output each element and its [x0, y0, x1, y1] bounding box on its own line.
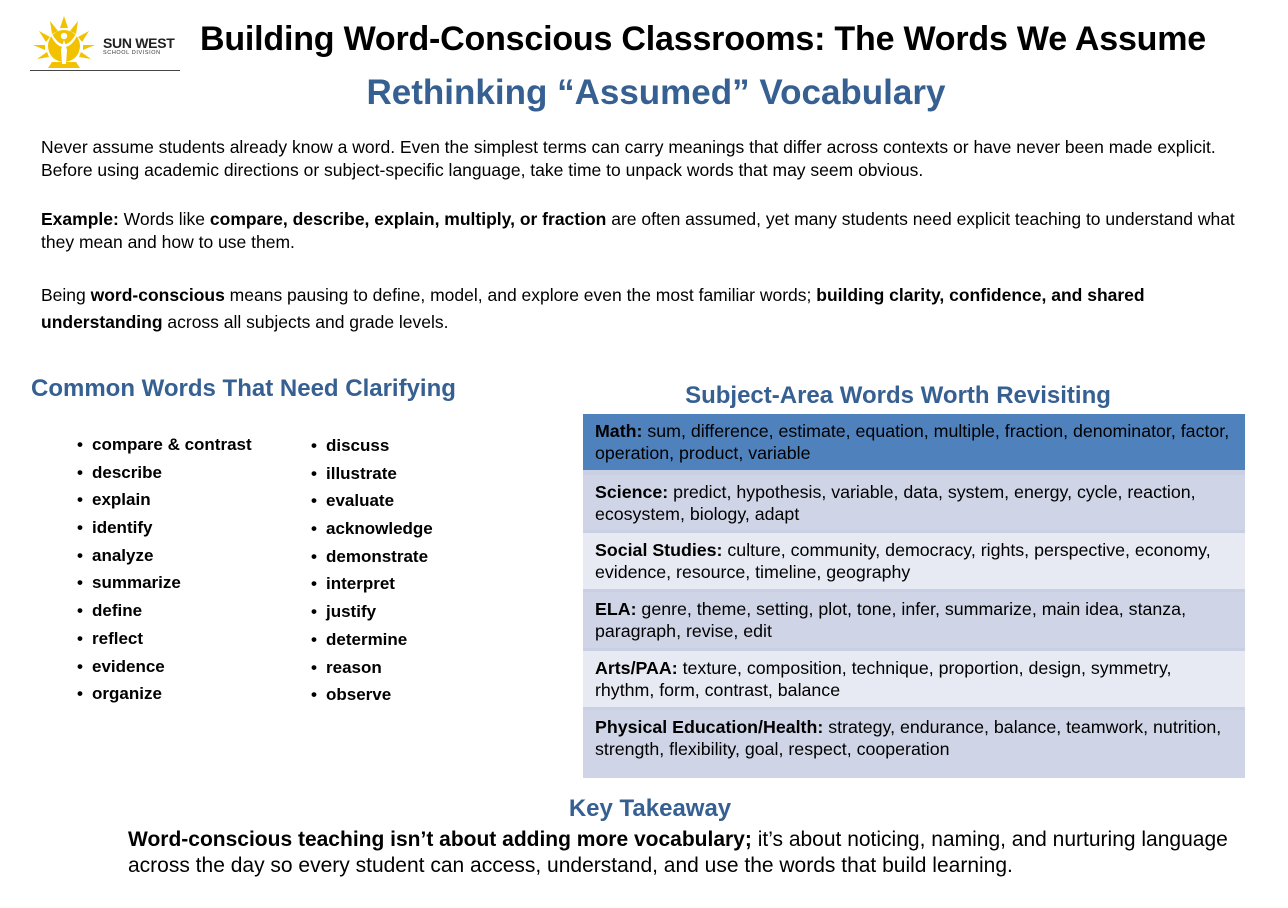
list-item: • acknowledge — [311, 519, 433, 547]
list-item: • demonstrate — [311, 547, 433, 575]
p3-text-c: across all subjects and grade levels. — [162, 312, 449, 332]
subject-words: texture, composition, technique, proportion, design, symmetry, rhythm, form, contrast, balance — [595, 658, 1172, 700]
takeaway-bold: Word-conscious teaching isn’t about adding more vocabulary; — [128, 828, 752, 851]
p3-bold-1: word-conscious — [90, 285, 225, 305]
key-takeaway-heading: Key Takeaway — [568, 795, 732, 822]
example-words: compare, describe, explain, multiply, or fraction — [209, 209, 607, 229]
list-item: • evaluate — [311, 491, 433, 519]
page-title: Building Word-Conscious Classrooms: The Words We Assume — [200, 20, 1206, 58]
common-words-heading: Common Words That Need Clarifying — [31, 375, 456, 402]
sun-west-logo — [30, 14, 180, 74]
common-words-list-1 — [77, 435, 252, 712]
subject-label: Physical Education/Health: — [595, 717, 824, 737]
list-item: • define — [77, 601, 252, 629]
logo-name: SUN WEST — [103, 35, 175, 51]
subject-words: predict, hypothesis, variable, data, system, energy, cycle, reaction, ecosystem, biology, adapt — [595, 482, 1196, 524]
list-item: • discuss — [311, 436, 433, 464]
sun-icon — [30, 14, 102, 72]
example-label: Example: — [41, 209, 119, 229]
table-row — [583, 475, 1245, 530]
subject-words-heading: Subject-Area Words Worth Revisiting — [685, 382, 1111, 409]
list-item: • illustrate — [311, 464, 433, 492]
list-item: • interpret — [311, 574, 433, 602]
table-row — [583, 710, 1245, 778]
list-item: • reason — [311, 658, 433, 686]
table-row — [583, 414, 1245, 470]
subject-label: Social Studies: — [595, 540, 723, 560]
example-text-a: Words like — [118, 209, 210, 229]
p3-text-a: Being — [41, 285, 91, 305]
subject-words-table — [583, 414, 1245, 778]
intro-paragraph-1: Never assume students already know a word. Even the simplest terms can carry meanings that differ across contexts or have never been made explicit. Before using academic directions or subject-specific language, take time to unpack words that may seem obvious. — [41, 137, 1216, 180]
list-item: • reflect — [77, 629, 252, 657]
subject-label: Science: — [595, 482, 669, 502]
intro-paragraph-2 — [41, 208, 1251, 254]
list-item: • observe — [311, 685, 433, 713]
table-row — [583, 533, 1245, 589]
list-item: • compare & contrast — [77, 435, 252, 463]
logo-subtitle: SCHOOL DIVISION — [103, 50, 161, 56]
subject-words: culture, community, democracy, rights, perspective, economy, evidence, resource, timeline, geography — [595, 540, 1211, 582]
intro-paragraph-3 — [41, 282, 1251, 336]
list-item: • identify — [77, 518, 252, 546]
subject-label: Math: — [595, 421, 643, 441]
list-item: • explain — [77, 490, 252, 518]
list-item: • describe — [77, 463, 252, 491]
list-item: • justify — [311, 602, 433, 630]
takeaway-rest: it’s about noticing, naming, and nurturing language across the day so every student can access, understand, and use the words that build learning. — [128, 828, 1228, 877]
key-takeaway-text — [128, 827, 1248, 879]
list-item: • analyze — [77, 546, 252, 574]
list-item: • organize — [77, 684, 252, 712]
example-text-b: are often assumed, yet many students need explicit teaching to understand what they mean and how to use them. — [41, 209, 1235, 252]
page-subtitle: Rethinking “Assumed” Vocabulary — [366, 73, 946, 112]
list-item: • evidence — [77, 657, 252, 685]
subject-words: sum, difference, estimate, equation, multiple, fraction, denominator, factor, operation, product, variable — [595, 421, 1230, 463]
subject-words: genre, theme, setting, plot, tone, infer, summarize, main idea, stanza, paragraph, revise, edit — [595, 599, 1187, 641]
subject-words: strategy, endurance, balance, teamwork, nutrition, strength, flexibility, goal, respect, cooperation — [595, 717, 1222, 759]
list-item: • summarize — [77, 573, 252, 601]
table-row — [583, 651, 1245, 707]
common-words-list-2 — [311, 436, 433, 713]
list-item: • determine — [311, 630, 433, 658]
logo-divider — [30, 70, 180, 71]
subject-label: ELA: — [595, 599, 637, 619]
p3-bold-2: building clarity, confidence, and shared understanding — [41, 285, 1145, 332]
p3-text-b: means pausing to define, model, and explore even the most familiar words; — [224, 285, 817, 305]
subject-label: Arts/PAA: — [595, 658, 678, 678]
table-row — [583, 592, 1245, 648]
